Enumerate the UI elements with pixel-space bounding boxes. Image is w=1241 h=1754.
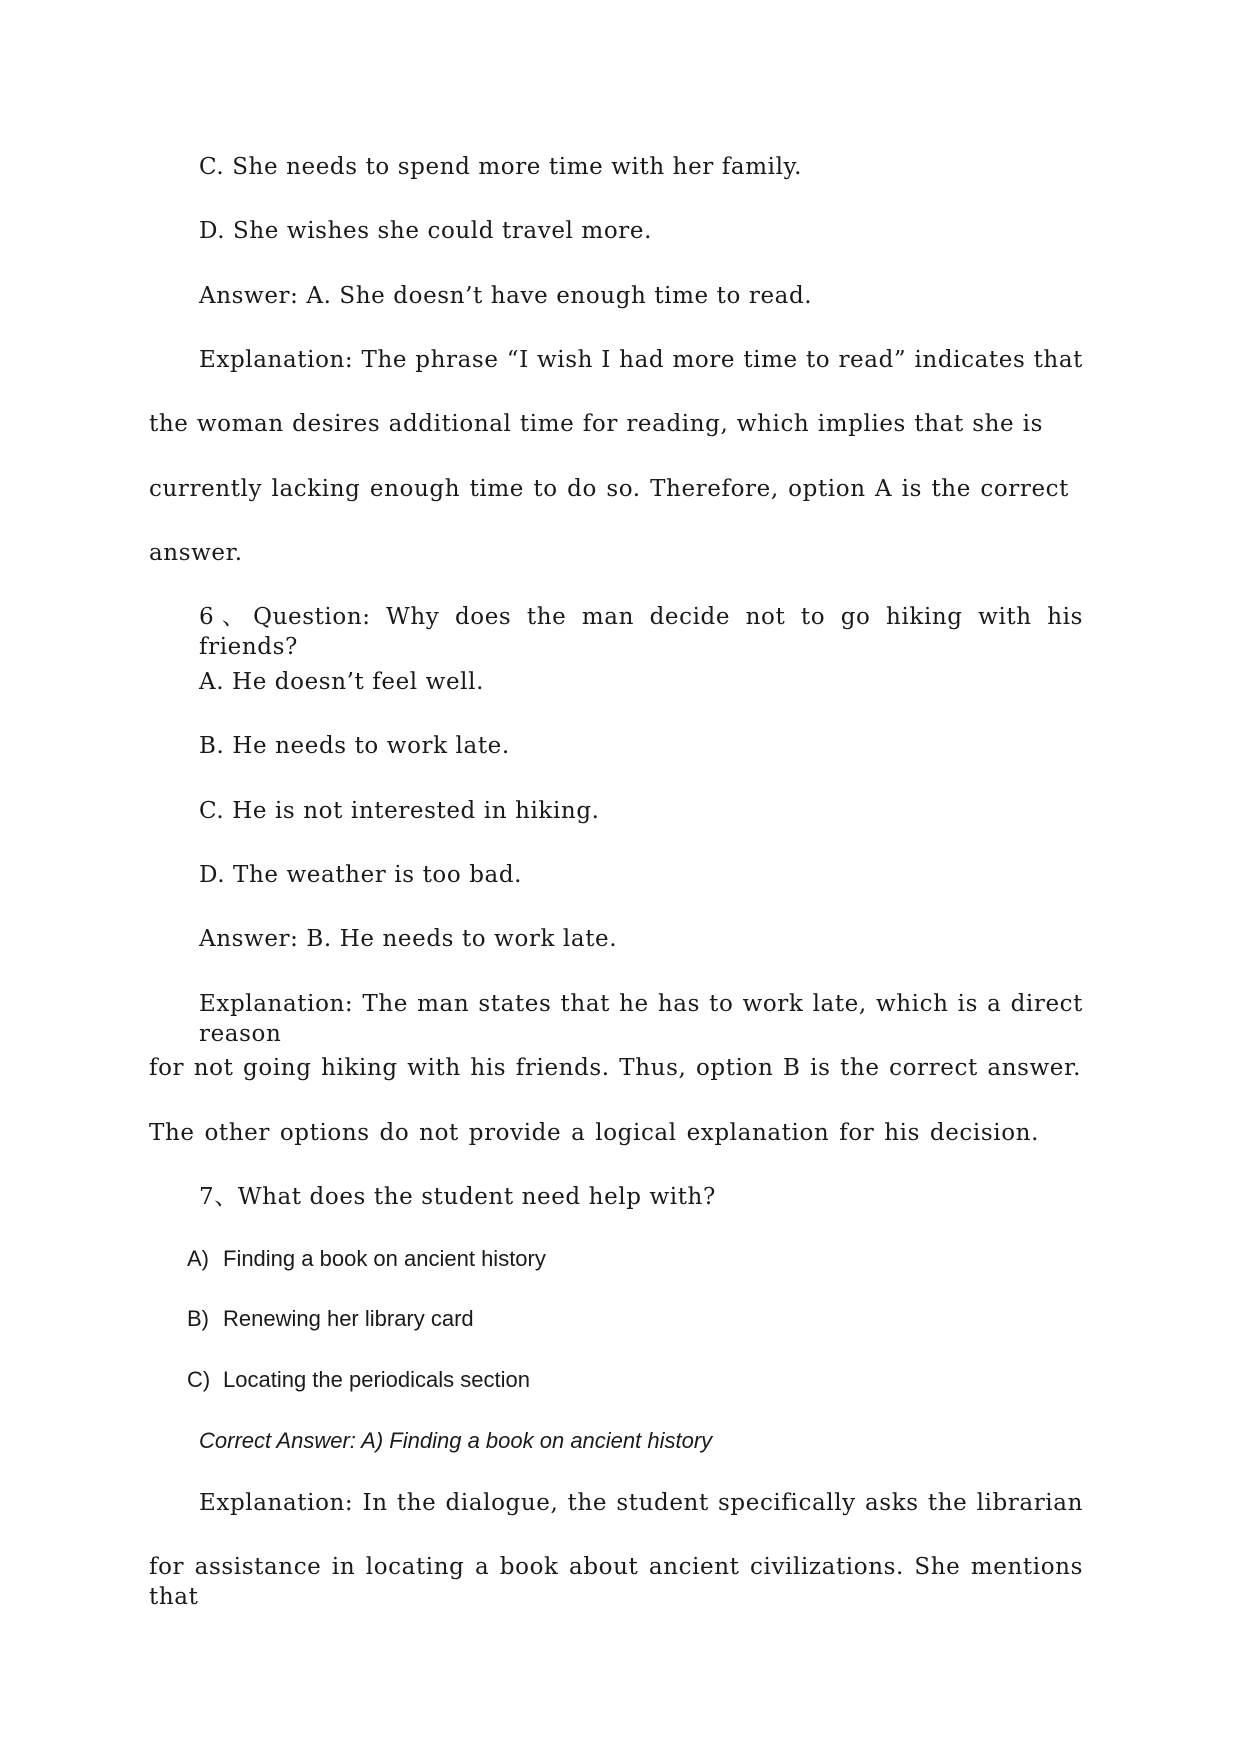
q7-option-a-letter: A) (187, 1246, 209, 1271)
q5-explanation-line-4: answer. (149, 540, 243, 566)
q7-option-a-text: Finding a book on ancient history (223, 1246, 546, 1271)
q5-option-c: C. She needs to spend more time with her family. (199, 154, 802, 180)
q6-option-c: C. He is not interested in hiking. (199, 798, 600, 824)
q6-explanation-line-2: for not going hiking with his friends. Thus, option B is the correct answer. (149, 1055, 1081, 1081)
q5-option-d: D. She wishes she could travel more. (199, 218, 652, 244)
q7-option-b-text: Renewing her library card (223, 1306, 474, 1331)
q6-question: 6、Question: Why does the man decide not to go hiking with his friends? (199, 604, 1083, 660)
q6-option-d: D. The weather is too bad. (199, 862, 523, 888)
q5-explanation-line-3: currently lacking enough time to do so. Therefore, option A is the correct (149, 476, 1069, 502)
q7-option-a (187, 1244, 546, 1274)
q7-option-b (187, 1304, 474, 1334)
q7-option-c-letter: C) (187, 1367, 211, 1392)
q7-correct-answer: Correct Answer: A) Finding a book on ancient history (199, 1428, 713, 1453)
q7-option-c-text: Locating the periodicals section (223, 1367, 530, 1392)
q6-explanation-line-1: Explanation: The man states that he has to work late, which is a direct reason (199, 991, 1083, 1047)
q5-explanation-line-2: the woman desires additional time for reading, which implies that she is (149, 411, 1043, 437)
q6-option-a: A. He doesn’t feel well. (199, 669, 484, 695)
q6-option-b: B. He needs to work late. (199, 733, 510, 759)
q5-answer: Answer: A. She doesn’t have enough time to read. (199, 283, 813, 309)
q7-explanation-line-2: for assistance in locating a book about ancient civilizations. She mentions that (149, 1554, 1083, 1610)
q7-explanation-line-1: Explanation: In the dialogue, the student specifically asks the librarian (199, 1490, 1083, 1516)
q6-explanation-line-3: The other options do not provide a logical explanation for his decision. (149, 1120, 1039, 1146)
q7-option-b-letter: B) (187, 1306, 209, 1331)
q7-question: 7、What does the student need help with? (199, 1184, 716, 1210)
q7-option-c (187, 1365, 530, 1395)
q5-explanation-line-1: Explanation: The phrase “I wish I had more time to read” indicates that (199, 347, 1083, 373)
q6-answer: Answer: B. He needs to work late. (199, 926, 618, 952)
